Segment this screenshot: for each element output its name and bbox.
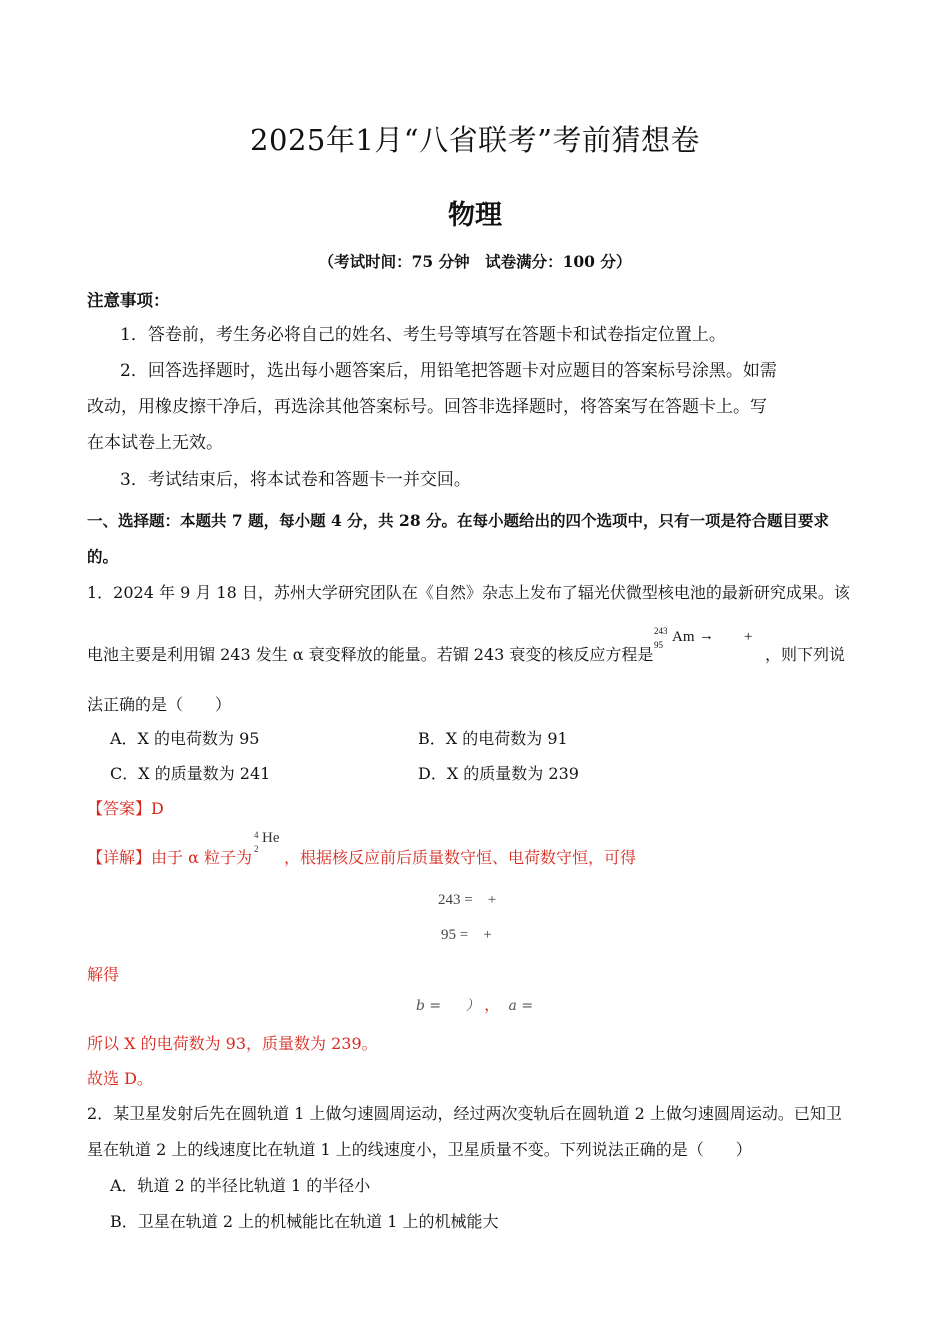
equation-charge: 95 = + [441, 927, 492, 943]
q1-answer: 【答案】D [87, 799, 164, 818]
he-charge-number: 2 [254, 844, 259, 854]
am-charge-number: 95 [654, 640, 663, 650]
solution-comma: ， [484, 995, 501, 1014]
am-symbol: Am [672, 629, 695, 645]
solution-line [416, 992, 533, 1015]
solve-label: 解得 [87, 965, 120, 984]
notice-item-2-line-3: 在本试卷上无效。 [87, 433, 223, 453]
reaction-arrow: → [699, 628, 714, 644]
notice-item-3: 3．考试结束后，将本试卷和答题卡一并交回。 [120, 470, 471, 490]
notice-item-1: 1．答卷前，考生务必将自己的姓名、考生号等填写在答题卡和试卷指定位置上。 [120, 325, 726, 345]
q1-option-c: C．X 的质量数为 241 [110, 764, 271, 783]
q1-detail [87, 845, 252, 868]
detail-text-a: 由于 α 粒子为 [151, 848, 252, 867]
q2-option-b: B．卫星在轨道 2 上的机械能比在轨道 1 上的机械能大 [110, 1212, 499, 1231]
q1-conclusion: 所以 X 的电荷数为 93，质量数为 239。 [87, 1034, 378, 1053]
am-mass-number: 243 [654, 626, 668, 636]
he-symbol: He [262, 830, 280, 846]
notice-item-2-line-1: 2．回答选择题时，选出每小题答案后，用铅笔把答题卡对应题目的答案标号涂黑。如需 [120, 361, 777, 381]
he-mass-number: 4 [254, 830, 259, 840]
reaction-plus: + [744, 629, 753, 645]
solution-paren: ） [465, 998, 480, 1014]
q2-stem-line-1: 2．某卫星发射后先在圆轨道 1 上做匀速圆周运动，经过两次变轨后在圆轨道 2 上做匀速圆周运动。已知卫 [87, 1104, 842, 1123]
solution-b: b = [416, 998, 442, 1014]
subject-title: 物理 [448, 200, 502, 231]
q1-choose: 故选 D。 [87, 1069, 153, 1088]
notice-heading: 注意事项： [87, 291, 170, 310]
q1-detail-continued: ，根据核反应前后质量数守恒、电荷数守恒，可得 [284, 848, 637, 867]
q1-stem-line-2: 电池主要是利用镅 243 发生 α 衰变释放的能量。若镅 243 衰变的核反应方程是 [87, 645, 654, 664]
page-title: 2025年1月“八省联考”考前猜想卷 [250, 123, 700, 157]
exam-info: （考试时间：75 分钟 试卷满分：100 分） [318, 252, 632, 271]
section-heading-line-2: 的。 [87, 547, 119, 566]
solution-a: a = [508, 998, 534, 1014]
q2-stem-line-2: 星在轨道 2 上的线速度比在轨道 1 上的线速度小，卫星质量不变。下列说法正确的是（ ） [87, 1140, 752, 1159]
q2-option-a: A．轨道 2 的半径比轨道 1 的半径小 [110, 1176, 371, 1195]
equation-mass: 243 = + [438, 892, 497, 908]
q1-stem-line-1: 1．2024 年 9 月 18 日，苏州大学研究团队在《自然》杂志上发布了辐光伏微型核电池的最新研究成果。该 [87, 583, 850, 602]
q1-stem-line-2-end: ，则下列说 [765, 645, 846, 664]
helium-nucleus [254, 828, 286, 858]
q1-option-a: A．X 的电荷数为 95 [110, 729, 260, 748]
notice-item-2-line-2: 改动，用橡皮擦干净后，再选涂其他答案标号。回答非选择题时，将答案写在答题卡上。写 [87, 397, 767, 417]
q1-reaction-formula [652, 624, 767, 654]
q1-stem-line-3: 法正确的是（ ） [87, 695, 232, 714]
section-heading-line-1: 一、选择题：本题共 7 题，每小题 4 分，共 28 分。在每小题给出的四个选项中，只有一项是符合题目要求 [87, 511, 830, 530]
q1-option-d: D．X 的质量数为 239 [418, 764, 579, 783]
q1-option-b: B．X 的电荷数为 91 [418, 729, 568, 748]
detail-label: 【详解】 [87, 848, 152, 867]
